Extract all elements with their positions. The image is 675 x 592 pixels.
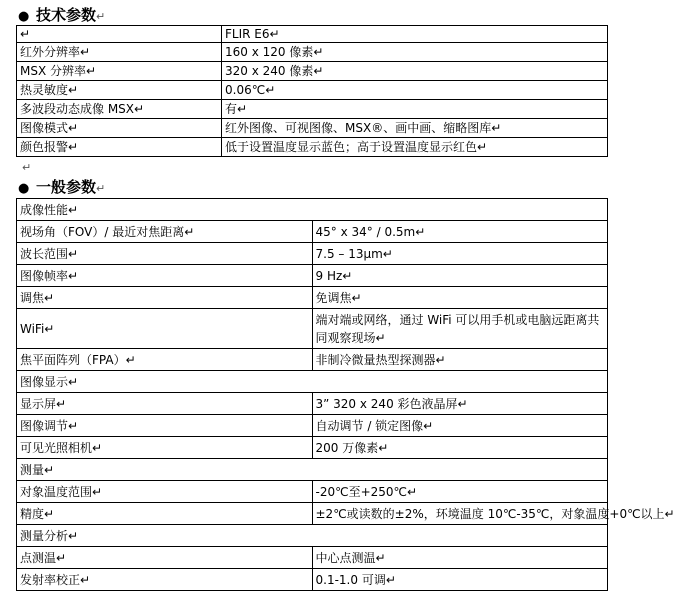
- general-specs-table: [16, 198, 675, 591]
- paragraph-mark: ↵: [96, 10, 106, 23]
- table-row: [17, 62, 608, 81]
- spec-label: 可见光照相机↵: [17, 437, 313, 459]
- spec-label: 调焦↵: [17, 287, 313, 309]
- spec-label: 视场角（FOV）/ 最近对焦距离↵: [17, 221, 313, 243]
- section-heading-technical: [18, 5, 105, 27]
- technical-specs-table: [16, 25, 608, 157]
- table-row: [17, 119, 608, 138]
- spec-label: 多波段动态成像 MSX↵: [17, 100, 222, 119]
- table-row: [17, 437, 608, 459]
- spec-value: 非制冷微量热型探测器↵: [312, 349, 608, 371]
- spec-value: 0.06℃↵: [222, 81, 608, 100]
- group-header: 成像性能↵: [17, 199, 608, 221]
- table-row: [17, 371, 608, 393]
- spec-label: 精度↵: [17, 503, 313, 525]
- section-heading-general: [18, 177, 105, 199]
- spec-value: 免调焦↵: [312, 287, 608, 309]
- section-title: 技术参数: [36, 6, 97, 24]
- spec-label: 图像调节↵: [17, 415, 313, 437]
- spec-value: 9 Hz↵: [312, 265, 608, 287]
- spec-label: 热灵敏度↵: [17, 81, 222, 100]
- table-row: [17, 415, 608, 437]
- table-row: [17, 503, 608, 525]
- spec-label: 图像帧率↵: [17, 265, 313, 287]
- bullet-icon: ●: [18, 181, 30, 196]
- spec-value: 中心点测温↵: [312, 547, 608, 569]
- table-row: [17, 199, 608, 221]
- spec-value: ±2℃或读数的±2%，环境温度 10℃-35℃，对象温度+0℃以上↵: [312, 503, 608, 525]
- spec-value: 红外图像、可视图像、MSX®、画中画、缩略图库↵: [222, 119, 608, 138]
- group-header: 测量↵: [17, 459, 608, 481]
- table-row: [17, 393, 608, 415]
- paragraph-mark: ↵: [96, 182, 106, 195]
- spec-label: 颜色报警↵: [17, 138, 222, 157]
- table-row: [17, 265, 608, 287]
- spec-label: WiFi↵: [17, 309, 313, 349]
- spec-value: 低于设置温度显示蓝色；高于设置温度显示红色↵: [222, 138, 608, 157]
- spec-label: 图像模式↵: [17, 119, 222, 138]
- table-row: [17, 459, 608, 481]
- bullet-icon: ●: [18, 9, 30, 24]
- table-row: [17, 287, 608, 309]
- table-row: [17, 81, 608, 100]
- table-row: [17, 525, 608, 547]
- group-header: 测量分析↵: [17, 525, 608, 547]
- spec-value: 160 x 120 像素↵: [222, 43, 608, 62]
- spec-label: 波长范围↵: [17, 243, 313, 265]
- table-row: [17, 100, 608, 119]
- table-row: [17, 309, 608, 349]
- section-title: 一般参数: [36, 178, 97, 196]
- table-row: [17, 43, 608, 62]
- table-row: [17, 547, 608, 569]
- spec-label: 红外分辨率↵: [17, 43, 222, 62]
- table-row: [17, 221, 608, 243]
- spec-label: 显示屏↵: [17, 393, 313, 415]
- table-row: [17, 569, 608, 591]
- spec-value: FLIR E6↵: [222, 26, 608, 43]
- spec-label: 点测温↵: [17, 547, 313, 569]
- table-row: [17, 138, 608, 157]
- spec-value: 3” 320 x 240 彩色液晶屏↵: [312, 393, 608, 415]
- spec-value: 200 万像素↵: [312, 437, 608, 459]
- spec-label: 发射率校正↵: [17, 569, 313, 591]
- table-row: [17, 481, 608, 503]
- spec-label: 焦平面阵列（FPA）↵: [17, 349, 313, 371]
- paragraph-mark: ↵: [22, 161, 32, 174]
- spec-value: 320 x 240 像素↵: [222, 62, 608, 81]
- spec-value: 自动调节 / 锁定图像↵: [312, 415, 608, 437]
- group-header: 图像显示↵: [17, 371, 608, 393]
- spec-value: -20℃至+250℃↵: [312, 481, 608, 503]
- spec-label: MSX 分辨率↵: [17, 62, 222, 81]
- spec-label: ↵: [17, 26, 222, 43]
- spec-value: 45° x 34° / 0.5m↵: [312, 221, 608, 243]
- table-row: [17, 26, 608, 43]
- spec-value: 端对端或网络，通过 WiFi 可以用手机或电脑远距离共同观察现场↵: [312, 309, 608, 349]
- spec-value: 有↵: [222, 100, 608, 119]
- spec-value: 7.5 – 13μm↵: [312, 243, 608, 265]
- spec-value: 0.1-1.0 可调↵: [312, 569, 608, 591]
- spec-label: 对象温度范围↵: [17, 481, 313, 503]
- table-row: [17, 243, 608, 265]
- table-row: [17, 349, 608, 371]
